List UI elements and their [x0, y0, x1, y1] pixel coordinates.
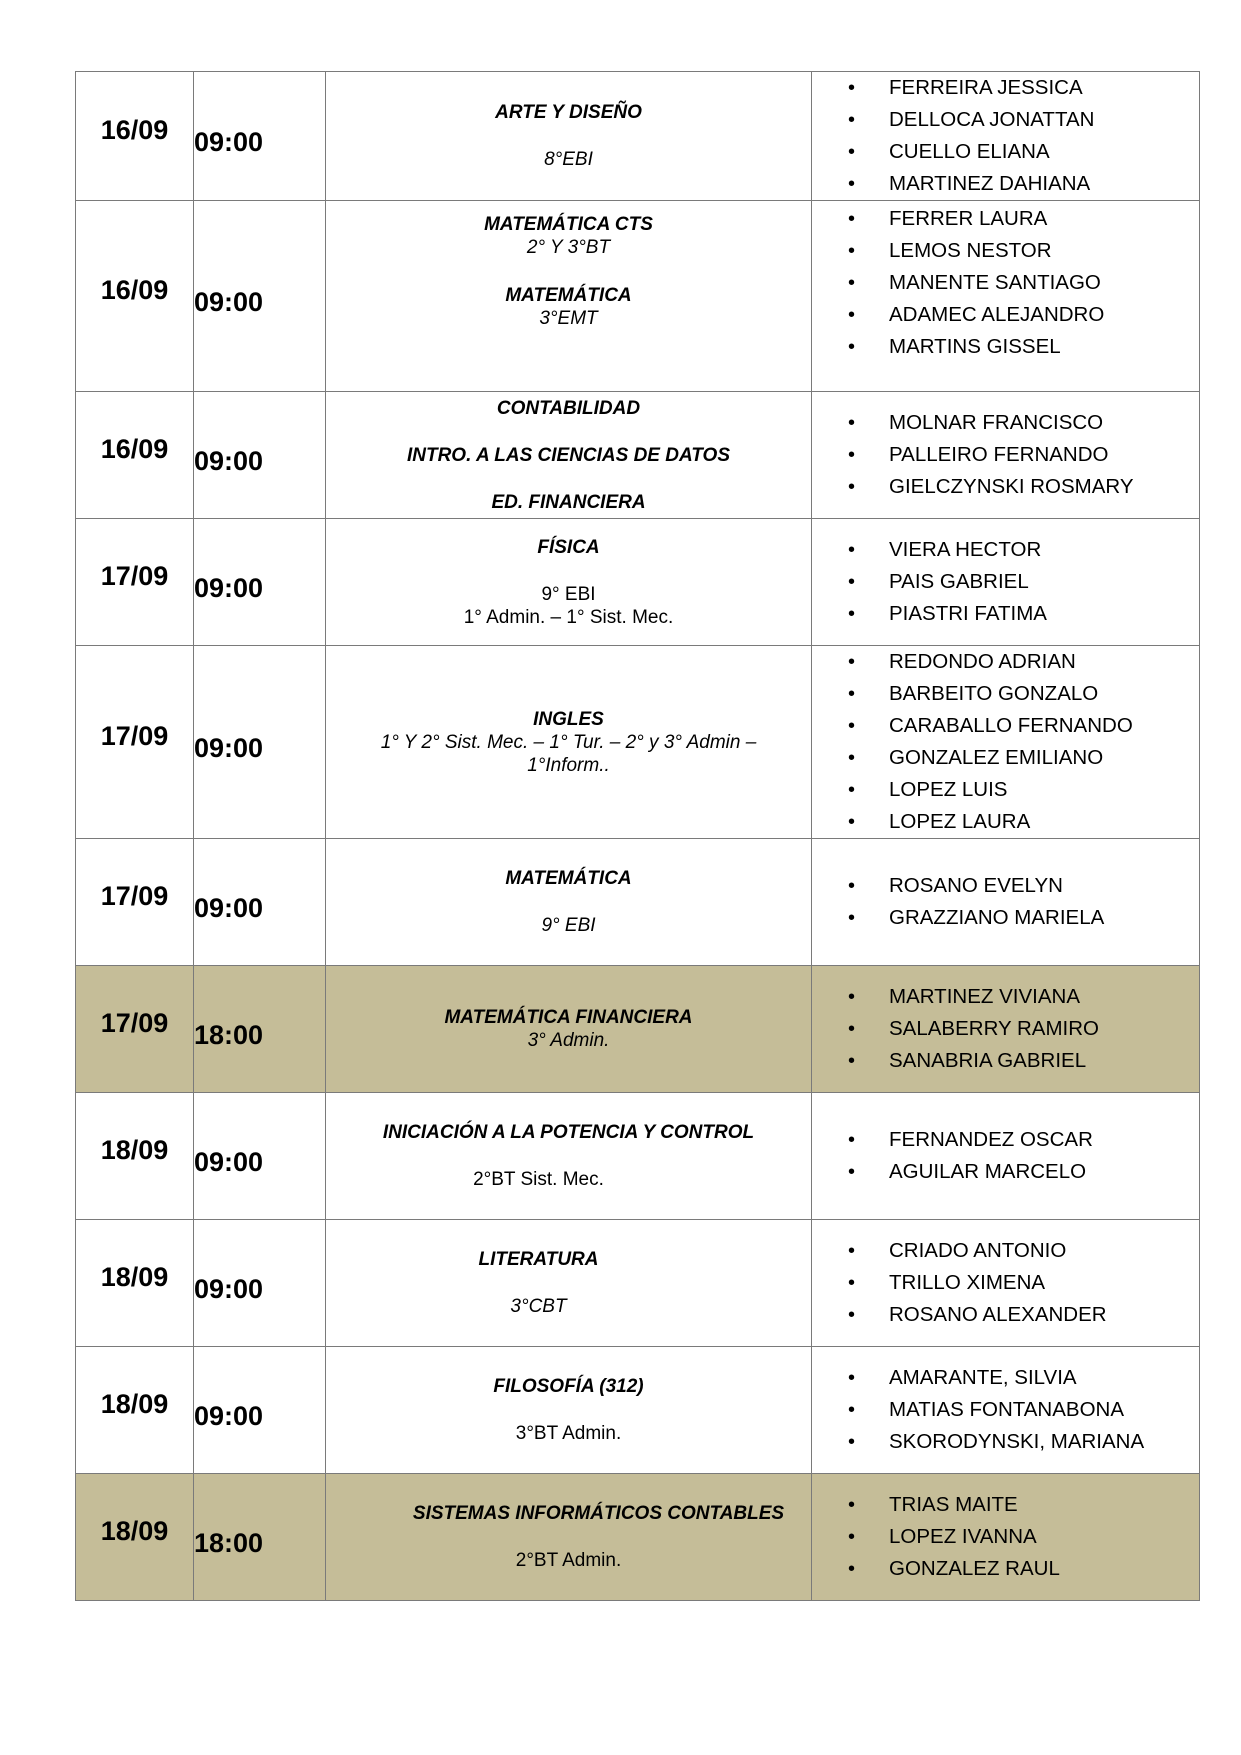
- list-item: • MATIAS FONTANABONA: [826, 1394, 1199, 1426]
- list-item: • LEMOS NESTOR: [826, 235, 1199, 267]
- table-row: [76, 1093, 1200, 1220]
- staff-cell: [812, 1347, 1200, 1474]
- date-cell: 17/09: [76, 646, 194, 839]
- list-item: • REDONDO ADRIAN: [826, 646, 1199, 678]
- staff-cell: [812, 72, 1200, 201]
- time-cell: 09:00: [194, 392, 326, 519]
- time-cell: 09:00: [194, 1220, 326, 1347]
- subject-cell: [326, 1093, 812, 1220]
- list-item: • TRIAS MAITE: [826, 1489, 1199, 1521]
- staff-cell: [812, 966, 1200, 1093]
- list-item: • SKORODYNSKI, MARIANA: [826, 1426, 1199, 1458]
- time-cell: 09:00: [194, 1347, 326, 1474]
- staff-cell: [812, 519, 1200, 646]
- list-item: • SALABERRY RAMIRO: [826, 1013, 1199, 1045]
- subject-title: MATEMÁTICA: [505, 285, 632, 306]
- time-cell: 18:00: [194, 1474, 326, 1601]
- group-label: 8°EBI: [544, 149, 593, 170]
- date-cell: 18/09: [76, 1474, 194, 1601]
- list-item: • GONZALEZ EMILIANO: [826, 742, 1199, 774]
- list-item: • GIELCZYNSKI ROSMARY: [826, 471, 1199, 503]
- subject-cell: [326, 966, 812, 1093]
- list-item: • AGUILAR MARCELO: [826, 1156, 1199, 1188]
- table-row: [76, 201, 1200, 392]
- group-label: 1° Y 2° Sist. Mec. – 1° Tur. – 2° y 3° Admin –: [380, 731, 757, 753]
- group-label: 1° Admin. – 1° Sist. Mec.: [463, 606, 674, 628]
- subject-title: ED. FINANCIERA: [491, 491, 646, 513]
- list-item: • TRILLO XIMENA: [826, 1267, 1199, 1299]
- staff-cell: [812, 839, 1200, 966]
- subject-cell: [326, 1474, 812, 1601]
- list-item: • MANENTE SANTIAGO: [826, 267, 1199, 299]
- subject-cell: [326, 72, 812, 201]
- group-label: 2°BT Admin.: [515, 1550, 622, 1571]
- table-row: [76, 1220, 1200, 1347]
- time-cell: 09:00: [194, 646, 326, 839]
- list-item: • MARTINEZ VIVIANA: [826, 981, 1199, 1013]
- time-cell: 09:00: [194, 72, 326, 201]
- date-cell: 18/09: [76, 1347, 194, 1474]
- subject-cell: [326, 646, 812, 839]
- list-item: • DELLOCA JONATTAN: [826, 104, 1199, 136]
- date-cell: 16/09: [76, 201, 194, 392]
- list-item: • FERRER LAURA: [826, 203, 1199, 235]
- subject-title: INGLES: [533, 708, 604, 730]
- list-item: • ROSANO ALEXANDER: [826, 1299, 1199, 1331]
- list-item: • MOLNAR FRANCISCO: [826, 407, 1199, 439]
- subject-cell: [326, 1347, 812, 1474]
- subject-cell: [326, 201, 812, 392]
- group-label: 2° Y 3°BT: [526, 237, 611, 258]
- date-cell: 17/09: [76, 519, 194, 646]
- table-row: [76, 1347, 1200, 1474]
- list-item: • MARTINS GISSEL: [826, 331, 1199, 363]
- table-row: [76, 392, 1200, 519]
- group-label: 9° EBI: [541, 915, 596, 936]
- time-cell: 09:00: [194, 519, 326, 646]
- staff-cell: [812, 1093, 1200, 1220]
- list-item: • PAIS GABRIEL: [826, 566, 1199, 598]
- list-item: • MARTINEZ DAHIANA: [826, 168, 1199, 200]
- subject-title: MATEMÁTICA FINANCIERA: [444, 1007, 693, 1028]
- date-cell: 17/09: [76, 839, 194, 966]
- date-cell: 16/09: [76, 392, 194, 519]
- group-label: 3°EMT: [539, 308, 598, 329]
- time-cell: 18:00: [194, 966, 326, 1093]
- subject-cell: [326, 519, 812, 646]
- date-cell: 17/09: [76, 966, 194, 1093]
- date-cell: 16/09: [76, 72, 194, 201]
- subject-title: CONTABILIDAD: [496, 397, 641, 419]
- list-item: • SANABRIA GABRIEL: [826, 1045, 1199, 1077]
- subject-title: ARTE Y DISEÑO: [495, 102, 642, 123]
- table-row: [76, 72, 1200, 201]
- group-label: 9° EBI: [541, 583, 596, 605]
- subject-cell: [326, 839, 812, 966]
- exam-schedule-table: [75, 71, 1200, 1601]
- date-cell: 18/09: [76, 1220, 194, 1347]
- time-cell: 09:00: [194, 1093, 326, 1220]
- time-cell: 09:00: [194, 201, 326, 392]
- list-item: • CRIADO ANTONIO: [826, 1235, 1199, 1267]
- subject-title: FILOSOFÍA (312): [493, 1376, 644, 1397]
- subject-cell: [326, 1220, 812, 1347]
- group-label: 1°Inform..: [527, 754, 610, 776]
- table-row: [76, 839, 1200, 966]
- time-cell: 09:00: [194, 839, 326, 966]
- group-label: 3° Admin.: [527, 1030, 610, 1051]
- group-label: 2°BT Sist. Mec.: [473, 1169, 604, 1190]
- staff-cell: [812, 201, 1200, 392]
- subject-title: MATEMÁTICA CTS: [484, 214, 653, 235]
- list-item: • ADAMEC ALEJANDRO: [826, 299, 1199, 331]
- list-item: • FERNANDEZ OSCAR: [826, 1124, 1199, 1156]
- staff-cell: [812, 1474, 1200, 1601]
- list-item: • BARBEITO GONZALO: [826, 678, 1199, 710]
- list-item: • ROSANO EVELYN: [826, 870, 1199, 902]
- list-item: • GRAZZIANO MARIELA: [826, 902, 1199, 934]
- table-row: [76, 646, 1200, 839]
- staff-cell: [812, 646, 1200, 839]
- subject-title: INICIACIÓN A LA POTENCIA Y CONTROL: [382, 1122, 755, 1143]
- list-item: • CARABALLO FERNANDO: [826, 710, 1199, 742]
- subject-title: MATEMÁTICA: [505, 868, 632, 889]
- list-item: • PIASTRI FATIMA: [826, 598, 1199, 630]
- list-item: • VIERA HECTOR: [826, 534, 1199, 566]
- list-item: • AMARANTE, SILVIA: [826, 1362, 1199, 1394]
- subject-title: LITERATURA: [478, 1249, 599, 1270]
- list-item: • FERREIRA JESSICA: [826, 72, 1199, 104]
- table-row: [76, 519, 1200, 646]
- subject-title: SISTEMAS INFORMÁTICOS CONTABLES: [412, 1503, 785, 1524]
- group-label: 3°BT Admin.: [515, 1423, 622, 1444]
- subject-title: INTRO. A LAS CIENCIAS DE DATOS: [406, 444, 731, 466]
- list-item: • CUELLO ELIANA: [826, 136, 1199, 168]
- list-item: • LOPEZ LUIS: [826, 774, 1199, 806]
- list-item: • LOPEZ IVANNA: [826, 1521, 1199, 1553]
- table-row: [76, 1474, 1200, 1601]
- list-item: • PALLEIRO FERNANDO: [826, 439, 1199, 471]
- group-label: 3°CBT: [510, 1296, 567, 1317]
- table-row: [76, 966, 1200, 1093]
- date-cell: 18/09: [76, 1093, 194, 1220]
- subject-title: FÍSICA: [537, 536, 600, 558]
- subject-cell: [326, 392, 812, 519]
- list-item: • LOPEZ LAURA: [826, 806, 1199, 838]
- staff-cell: [812, 1220, 1200, 1347]
- staff-cell: [812, 392, 1200, 519]
- list-item: • GONZALEZ RAUL: [826, 1553, 1199, 1585]
